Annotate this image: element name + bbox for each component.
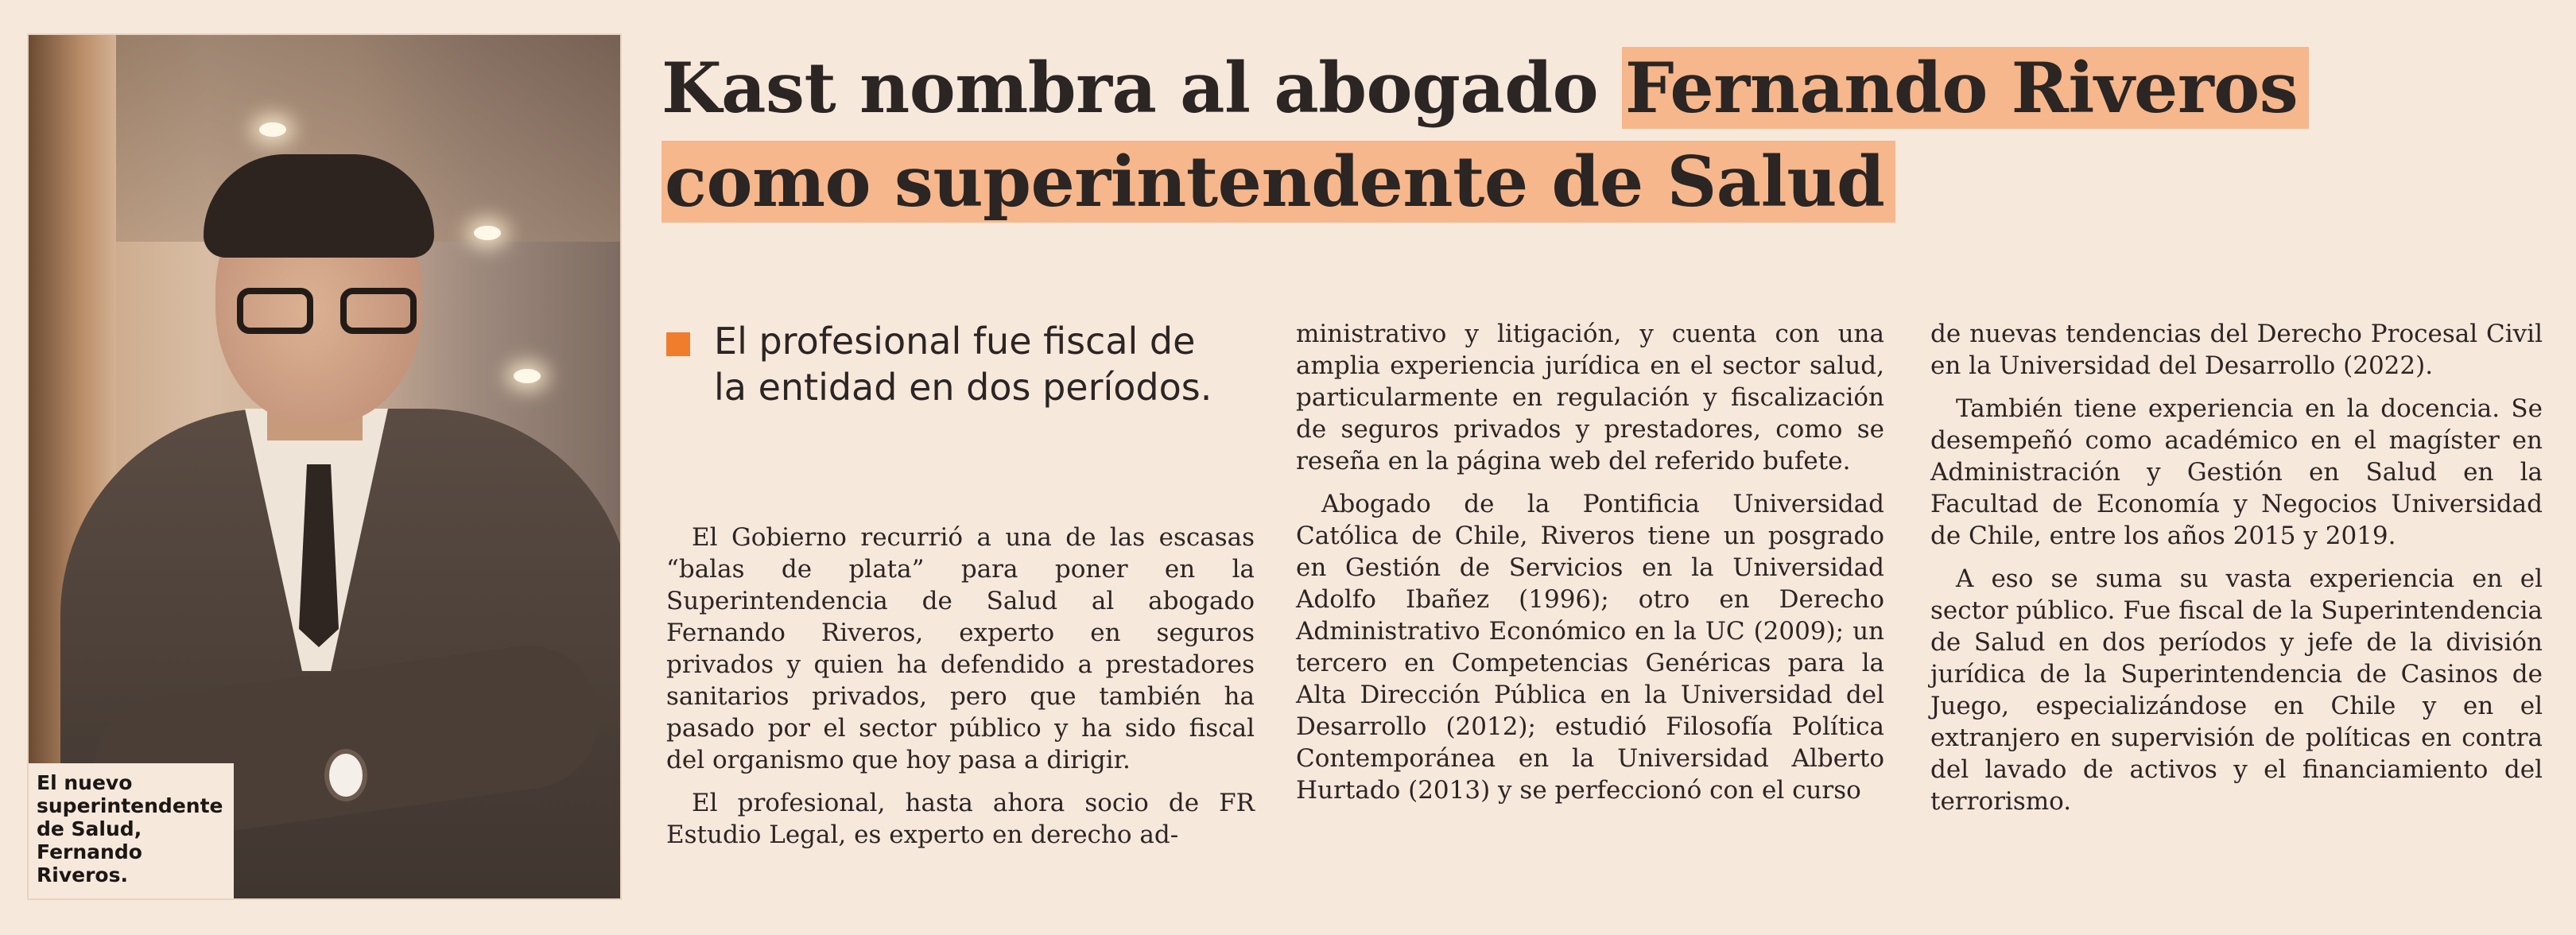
article-column-2 xyxy=(1296,318,1884,817)
deck-subheading: El profesional fue fiscal de la entidad en dos períodos. xyxy=(714,320,1212,409)
paragraph: A eso se suma su vasta experiencia en el sector público. Fue fiscal de la Superintendencia de Salud en dos períodos y jefe de la división jurídica de la Superintendencia de Casinos de Juego, especializándose en Chile y en el extranjero en supervisión de políticas en contra del lavado de activos y el financiamiento del terrorismo. xyxy=(1930,564,2543,816)
paragraph: de nuevas tendencias del Derecho Procesal Civil en la Universidad del Desarrollo (2022). xyxy=(1930,320,2543,380)
paragraph: Abogado de la Pontificia Universidad Católica de Chile, Riveros tiene un posgrado en Gestión de Servicios en la Universidad Adolfo Ibañez (1996); otro en Derecho Administrativo Económico en la UC (2009); un tercero en Competencias Genéricas para la Alta Dirección Pública en la Universidad del Desarrollo (2012); estudió Filosofía Política Contemporánea en la Universidad Alberto Hurtado (2013) y se perfeccionó con el curso xyxy=(1296,490,1884,805)
paragraph: El Gobierno recurrió a una de las escasas “balas de plata” para poner en la Superintendencia de Salud al abogado Fernando Riveros, experto en seguros privados y quien ha defendido a prestadores sanitarios privados, pero que también ha pasado por el sector público y ha sido fiscal del organismo que hoy pasa a dirigir. xyxy=(666,523,1255,774)
photo-ceiling-light xyxy=(514,369,541,383)
paragraph: ministrativo y litigación, y cuenta con una amplia experiencia jurídica en el sector salud, particularmente en regulación y fiscalización de seguros privados y prestadores, como se reseña en la página web del referido bufete. xyxy=(1296,320,1884,475)
headline-highlight-name: Fernando Riveros xyxy=(1622,47,2309,129)
photo-hair xyxy=(204,154,434,258)
photo-wristwatch xyxy=(324,749,367,801)
paragraph: También tiene experiencia en la docencia. Se desempeñó como académico en el magíster en Administración y Gestión en Salud en la Facultad de Economía y Negocios Universidad de Chile, entre los años 2015 y 2019. xyxy=(1930,394,2543,550)
headline xyxy=(661,41,2554,229)
headline-plain: Kast nombra al abogado xyxy=(661,47,1622,129)
paragraph: El profesional, hasta ahora socio de FR Estudio Legal, es experto en derecho ad- xyxy=(666,789,1255,849)
photo-caption: El nuevo superintendente de Salud, Fernando Riveros. xyxy=(29,763,234,898)
portrait-photo xyxy=(27,33,622,900)
article-column-3 xyxy=(1930,318,2543,828)
photo-ceiling-light xyxy=(259,122,286,137)
deck-square-bullet-icon xyxy=(666,332,690,356)
headline-highlight-role: como superintendente de Salud xyxy=(661,141,1895,223)
photo-glasses xyxy=(237,288,420,337)
photo-ceiling-light xyxy=(474,226,501,240)
article-column-1 xyxy=(666,522,1255,862)
